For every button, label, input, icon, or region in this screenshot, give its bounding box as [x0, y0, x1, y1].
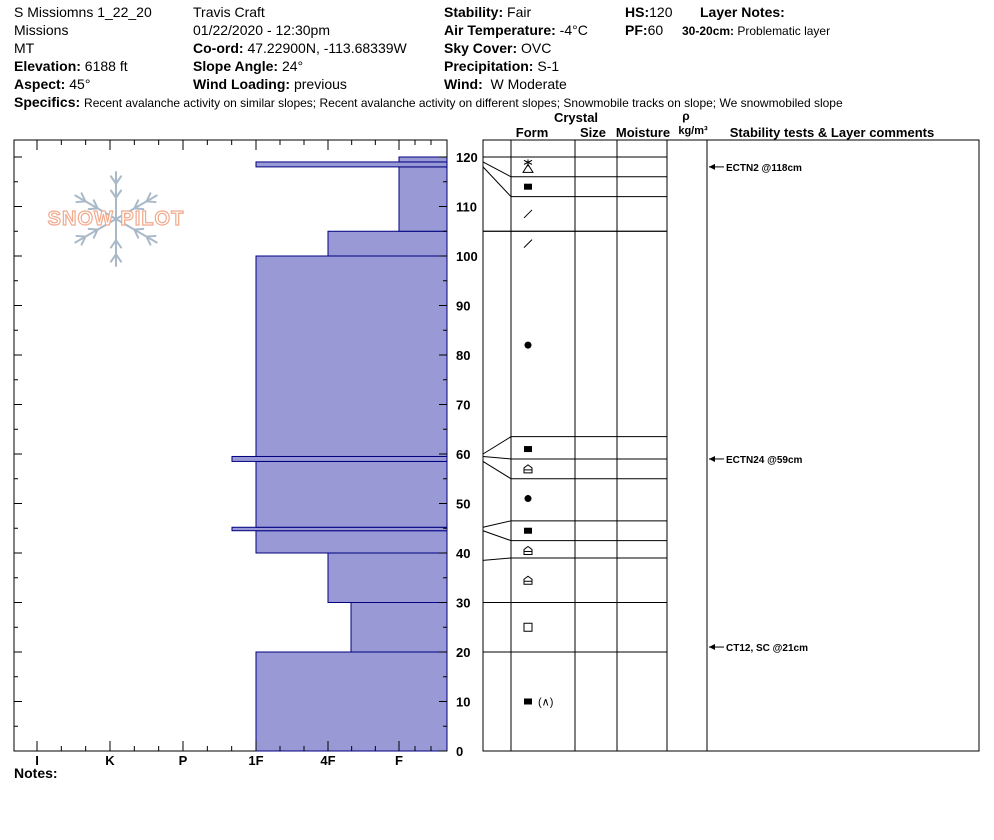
height-tick-label: 10 — [456, 694, 471, 710]
hardness-tick-label: P — [178, 753, 188, 768]
grain-symbol-facet — [524, 699, 532, 705]
stability-tests — [709, 163, 808, 654]
height-tick-label: 120 — [456, 150, 478, 165]
layer-notes-text: Problematic layer — [737, 24, 831, 38]
coord-value: 47.22900N, -113.68339W — [247, 40, 407, 56]
stability-test-arrowhead — [709, 164, 715, 170]
crystal-header: Crystal — [553, 110, 599, 125]
moisture-header: Moisture — [615, 125, 671, 140]
grain-symbol-depth-hoar — [524, 465, 532, 473]
hardness-bar — [256, 652, 447, 751]
state-name: MT — [14, 40, 35, 56]
logo-text: SNOW PILOT — [47, 208, 185, 230]
height-tick-label: 90 — [456, 298, 471, 314]
precipitation-value: S-1 — [537, 58, 560, 74]
precipitation-label: Precipitation: — [444, 58, 534, 74]
grain-symbol-decomposed — [524, 210, 532, 218]
snowpilot-logo — [48, 172, 185, 266]
hardness-bar — [256, 531, 447, 553]
notes-label: Notes: — [14, 765, 58, 781]
hardness-bar — [256, 461, 447, 527]
grain-symbol-new-snow — [523, 159, 533, 172]
hardness-bar — [232, 456, 447, 461]
height-tick-label: 40 — [456, 546, 471, 561]
height-tick-label: 30 — [456, 595, 471, 611]
grain-symbol-depth-hoar — [524, 576, 532, 584]
height-tick-label: 60 — [456, 447, 471, 462]
height-tick-label: 110 — [456, 199, 477, 215]
grain-symbol-round — [525, 495, 532, 502]
grain-symbol-rounded-facet — [524, 623, 532, 631]
grain-symbol-facet — [524, 446, 532, 452]
stability-test-label: CT12, SC @21cm — [726, 643, 809, 655]
height-tick-label: 80 — [456, 348, 471, 363]
layer-notes-label: Layer Notes: — [700, 4, 785, 20]
flake-branch — [76, 201, 85, 202]
stability-value: Fair — [507, 4, 532, 20]
sky-cover-label: Sky Cover: — [444, 40, 518, 56]
stability-test-label: ECTN2 @118cm — [726, 162, 802, 174]
hardness-bars — [232, 157, 447, 751]
pf-label: PF: — [625, 22, 648, 38]
comments-header: Stability tests & Layer comments — [729, 125, 935, 140]
wind-loading-label: Wind Loading: — [193, 76, 291, 92]
aspect-value: 45° — [69, 76, 91, 92]
hs-label: HS: — [625, 4, 650, 20]
height-tick-label: 20 — [456, 645, 471, 660]
hardness-tick-label: I — [35, 753, 39, 768]
hardness-bar — [256, 256, 447, 456]
grain-extra-symbol: (∧) — [538, 696, 554, 709]
slope-angle-label: Slope Angle: — [193, 58, 279, 74]
air-temp-value: -4°C — [559, 22, 588, 38]
height-tick-label: 50 — [456, 496, 471, 512]
wind-loading-value: previous — [293, 76, 347, 92]
grain-forms — [523, 159, 553, 708]
grain-symbol-round — [525, 342, 532, 349]
pf-value: 60 — [647, 22, 664, 38]
flake-branch — [147, 236, 156, 237]
hardness-tick-label: 4F — [320, 753, 336, 768]
stability-test-label: ECTN24 @59cm — [726, 454, 803, 466]
aspect-label: Aspect: — [14, 76, 66, 92]
elevation-label: Elevation: — [14, 58, 81, 74]
elevation-value: 6188 ft — [84, 58, 128, 74]
height-tick-label: 0 — [456, 744, 464, 759]
size-header: Size — [579, 125, 607, 140]
observer-name: Travis Craft — [193, 4, 265, 20]
range-name: Missions — [14, 22, 69, 38]
hardness-bar — [351, 603, 447, 653]
specifics-value: Recent avalanche activity on similar slopes; Recent avalanche activity on different slopes; Snowmobile tracks on slope; We snowmobiled slope — [84, 96, 843, 110]
grain-symbol-facet — [524, 184, 532, 190]
hs-value: 120 — [649, 4, 673, 20]
hardness-tick-label: F — [395, 753, 403, 768]
coord-label: Co-ord: — [193, 40, 244, 56]
wind-value: W Moderate — [490, 76, 567, 92]
grain-symbol-decomposed — [524, 240, 532, 248]
form-header: Form — [515, 125, 549, 140]
stability-label: Stability: — [444, 4, 504, 20]
air-temp-label: Air Temperature: — [444, 22, 556, 38]
grain-symbol-depth-hoar — [524, 547, 532, 555]
flake-branch — [76, 236, 85, 237]
rho-header: ρ — [682, 109, 690, 123]
wind-label: Wind: — [444, 76, 483, 92]
hardness-bar — [399, 157, 447, 162]
hardness-tick-label: 1F — [248, 753, 264, 768]
density-unit-header: kg/m³ — [678, 125, 708, 137]
grain-symbol-facet — [524, 528, 532, 534]
sky-cover-value: OVC — [521, 40, 552, 56]
observation-datetime: 01/22/2020 - 12:30pm — [193, 22, 330, 38]
hardness-bar — [232, 527, 447, 530]
hardness-bar — [328, 231, 447, 256]
slope-angle-value: 24° — [281, 58, 304, 74]
height-tick-label: 100 — [456, 249, 478, 264]
location-name: S Missiomns 1_22_20 — [14, 4, 152, 20]
specifics-label: Specifics: — [14, 94, 81, 110]
flake-branch — [147, 201, 156, 202]
stability-test-arrowhead — [709, 456, 715, 462]
height-tick-label: 70 — [456, 397, 471, 413]
layer-notes-range: 30-20cm: — [682, 24, 735, 38]
hardness-bar — [399, 167, 447, 231]
hardness-bar — [256, 162, 447, 167]
hardness-tick-label: K — [105, 753, 115, 768]
stability-test-arrowhead — [709, 644, 715, 650]
hardness-bar — [328, 553, 447, 603]
